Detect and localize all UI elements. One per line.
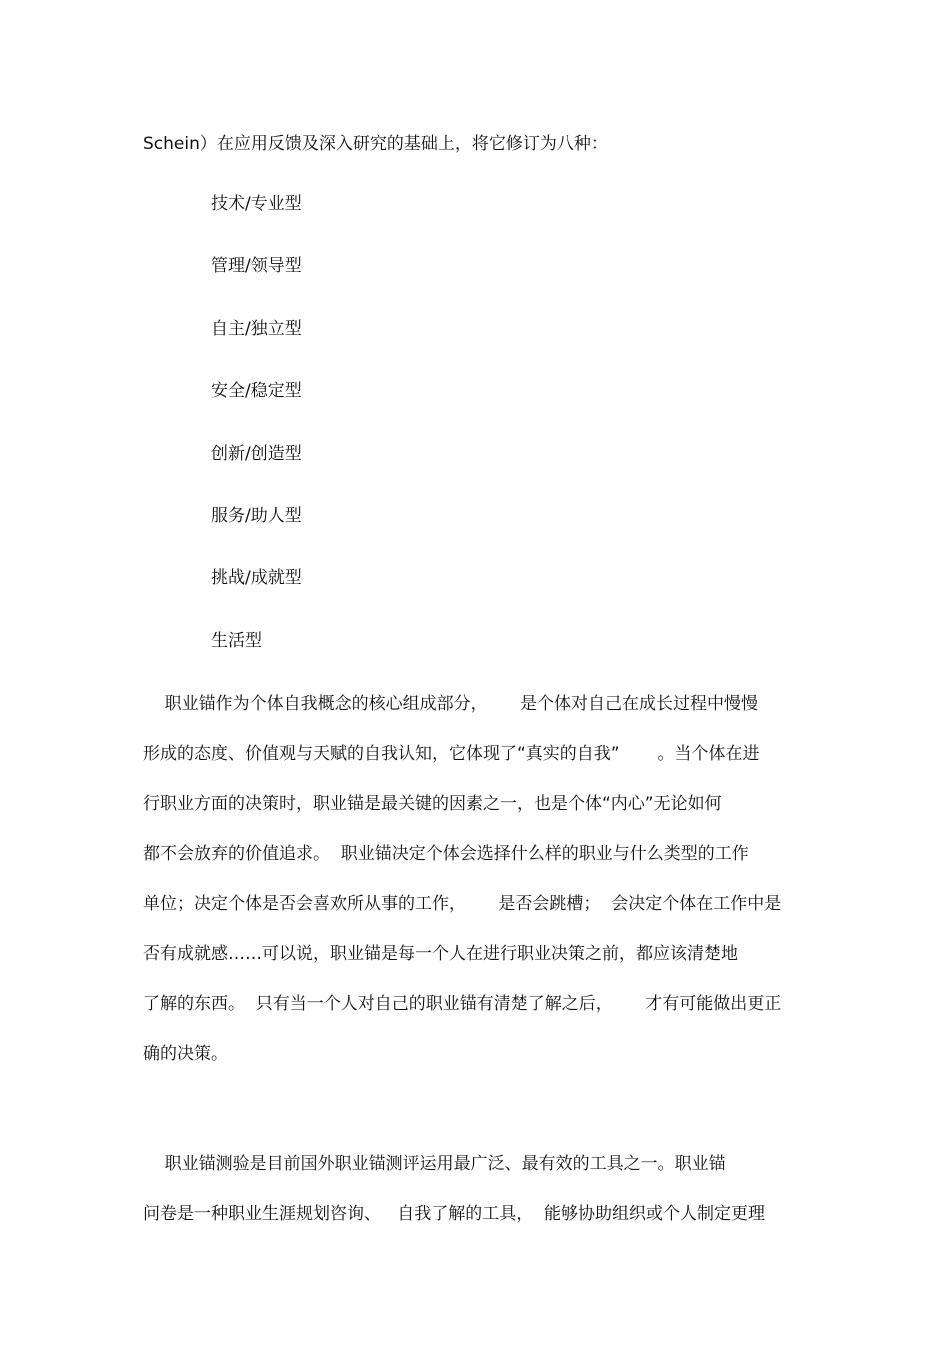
list-item: 管理/领导型: [211, 256, 302, 277]
intro-line: Schein）在应用反馈及深入研究的基础上，将它修订为八种：: [143, 134, 608, 154]
list-item: 创新/创造型: [211, 443, 302, 464]
career-anchor-type-list: [211, 190, 302, 689]
text-line: 了解的东西。 只有当一个人对自己的职业锚有清楚了解之后， 才有可能做出更正: [143, 994, 782, 1014]
text-line: 都不会放弃的价值追求。 职业锚决定个体会选择什么样的职业与什么类型的工作: [143, 844, 749, 864]
list-item: 服务/助人型: [211, 505, 302, 526]
list-item: 安全/稳定型: [211, 381, 302, 402]
text-line: 职业锚测验是目前国外职业锚测评运用最广泛、最有效的工具之一。职业锚: [143, 1154, 726, 1174]
list-item: 技术/专业型: [211, 194, 302, 214]
paragraph-career-anchor-definition: [143, 690, 823, 1090]
text-line: 行职业方面的决策时，职业锚是最关键的因素之一，也是个体“内心”无论如何: [143, 794, 722, 814]
text-line: 职业锚作为个体自我概念的核心组成部分， 是个体对自己在成长过程中慢慢: [143, 694, 759, 714]
list-item: 自主/独立型: [211, 318, 302, 339]
text-line: 单位；决定个体是否会喜欢所从事的工作， 是否会跳槽； 会决定个体在工作中是: [143, 894, 782, 914]
paragraph-career-anchor-test: [143, 1150, 823, 1250]
text-line: 形成的态度、价值观与天赋的自我认知，它体现了“真实的自我” 。当个体在进: [143, 744, 760, 764]
text-line: 问卷是一种职业生涯规划咨询、 自我了解的工具， 能够协助组织或个人制定更理: [143, 1204, 766, 1224]
text-line: 确的决策。: [143, 1044, 228, 1064]
list-item: 生活型: [211, 630, 262, 651]
text-line: 否有成就感……可以说，职业锚是每一个人在进行职业决策之前，都应该清楚地: [143, 944, 738, 964]
list-item: 挑战/成就型: [211, 568, 302, 589]
